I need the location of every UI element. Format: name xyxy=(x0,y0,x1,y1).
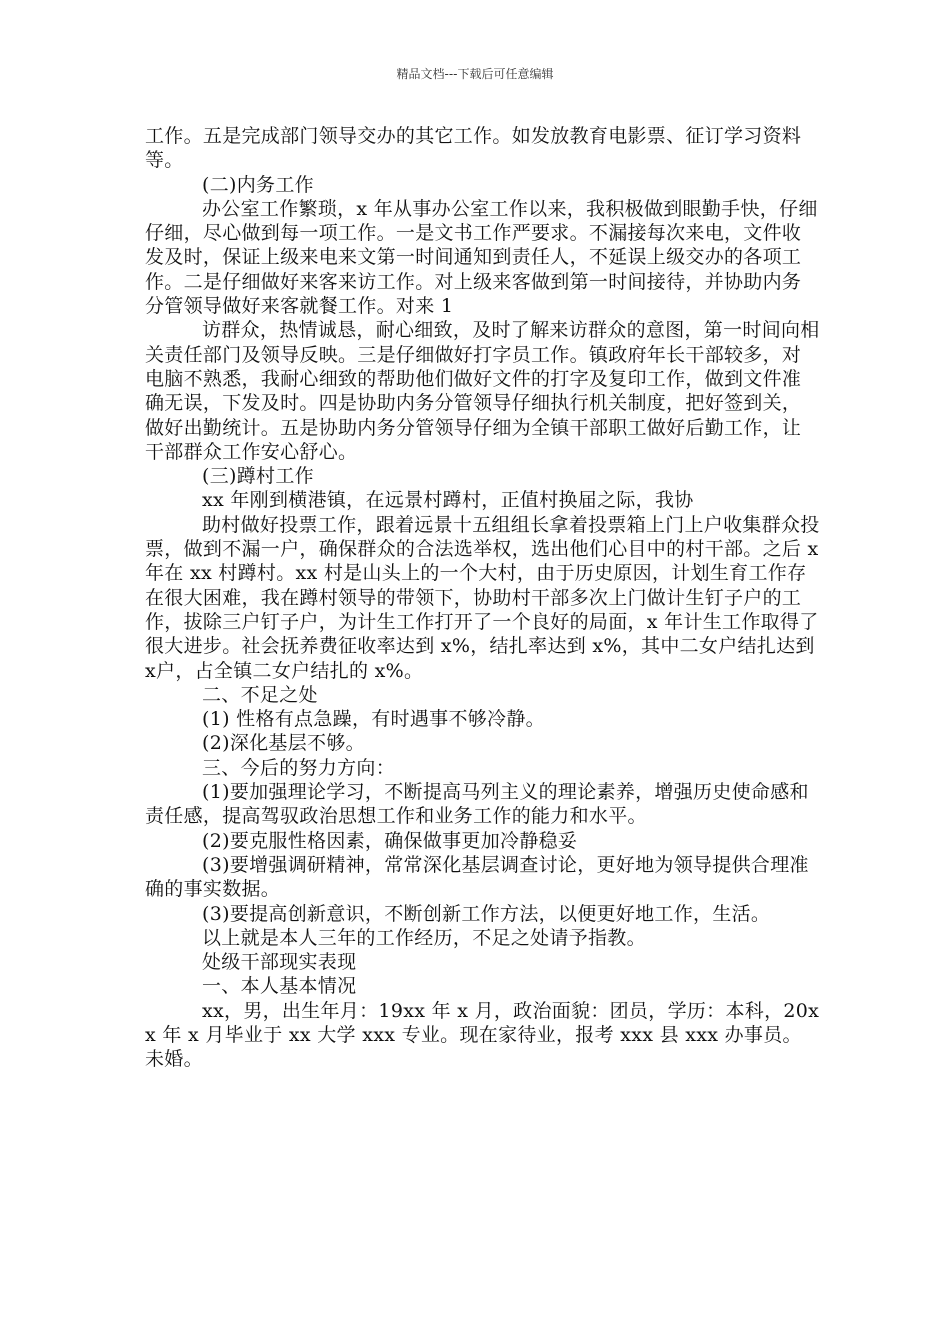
list-item: (2)要克服性格因素，确保做事更加冷静稳妥 xyxy=(202,829,578,852)
section-heading: (二)内务工作 xyxy=(202,173,314,196)
section-heading: 一、本人基本情况 xyxy=(202,975,357,998)
list-item: (3)要提高创新意识，不断创新工作方法，以便更好地工作，生活。 xyxy=(202,902,771,925)
list-item: (2)深化基层不够。 xyxy=(202,732,365,755)
list-item: (3)要增强调研精神，常常深化基层调查讨论，更好地为领导提供合理准确的事实数据。 xyxy=(145,853,809,901)
document-title: 处级干部现实表现 xyxy=(202,951,357,974)
section-heading: 二、不足之处 xyxy=(202,683,318,706)
section-heading: (三)蹲村工作 xyxy=(202,465,314,488)
paragraph: 以上就是本人三年的工作经历，不足之处请予指教。 xyxy=(202,926,646,949)
paragraph: xx，男，出生年月：19xx 年 x 月，政治面貌：团员，学历：本科，20xx 年 x 月毕业于 xx 大学 xxx 专业。现在家待业，报考 xxx 县 xxx 办事员。未婚。 xyxy=(145,999,820,1071)
section-heading: 三、今后的努力方向： xyxy=(202,756,396,779)
paragraph: 工作。五是完成部门领导交办的其它工作。如发放教育电影票、征订学习资料等。 xyxy=(145,125,802,172)
page-header: 精品文档---下载后可任意编辑 xyxy=(396,67,554,81)
list-item: (1)要加强理论学习，不断提高马列主义的理论素养，增强历史使命感和责任感，提高驾驭政治思想工作和业务工作的能力和水平。 xyxy=(145,781,809,828)
paragraph: 助村做好投票工作，跟着远景十五组组长拿着投票箱上门上户收集群众投票，做到不漏一户，确保群众的合法选举权，选出他们心目中的村干部。之后 x 年在 xx 村蹲村。xx 村是山头上的一个大村，由于历史原因，计划生育工作存在很大困难，我在蹲村领导的带领下，协助村干部多次上门做计生钉子户的工作，拔除三户钉子户，为计生工作打开了一个良好的局面，x 年计生工作取得了很大进步。社会抚养费征收率达到 x%，结扎率达到 x%，其中二女户结扎达到 x户，占全镇二女户结扎的 x%。 xyxy=(145,513,820,682)
paragraph: 办公室工作繁琐，x 年从事办公室工作以来，我积极做到眼勤手快，仔细仔细，尽心做到每一项工作。一是文书工作严要求。不漏接每次来电，文件收发及时，保证上级来电来文第一时间通知到责任人，不延误上级交办的各项工作。二是仔细做好来客来访工作。对上级来客做到第一时间接待，并协助内务分管领导做好来客就餐工作。对来 1 xyxy=(145,197,818,318)
paragraph: 访群众，热情诚恳，耐心细致，及时了解来访群众的意图，第一时间向相关责任部门及领导反映。三是仔细做好打字员工作。镇政府年长干部较多，对电脑不熟悉，我耐心细致的帮助他们做好文件的打字及复印工作，做到文件准确无误，下发及时。四是协助内务分管领导仔细执行机关制度，把好签到关，做好出勤统计。五是协助内务分管领导仔细为全镇干部职工做好后勤工作，让干部群众工作安心舒心。 xyxy=(145,319,820,463)
list-item: (1) 性格有点急躁，有时遇事不够冷静。 xyxy=(202,708,545,731)
paragraph: xx 年刚到横港镇，在远景村蹲村，正值村换届之际，我协 xyxy=(202,489,694,512)
document-body xyxy=(145,124,820,1072)
